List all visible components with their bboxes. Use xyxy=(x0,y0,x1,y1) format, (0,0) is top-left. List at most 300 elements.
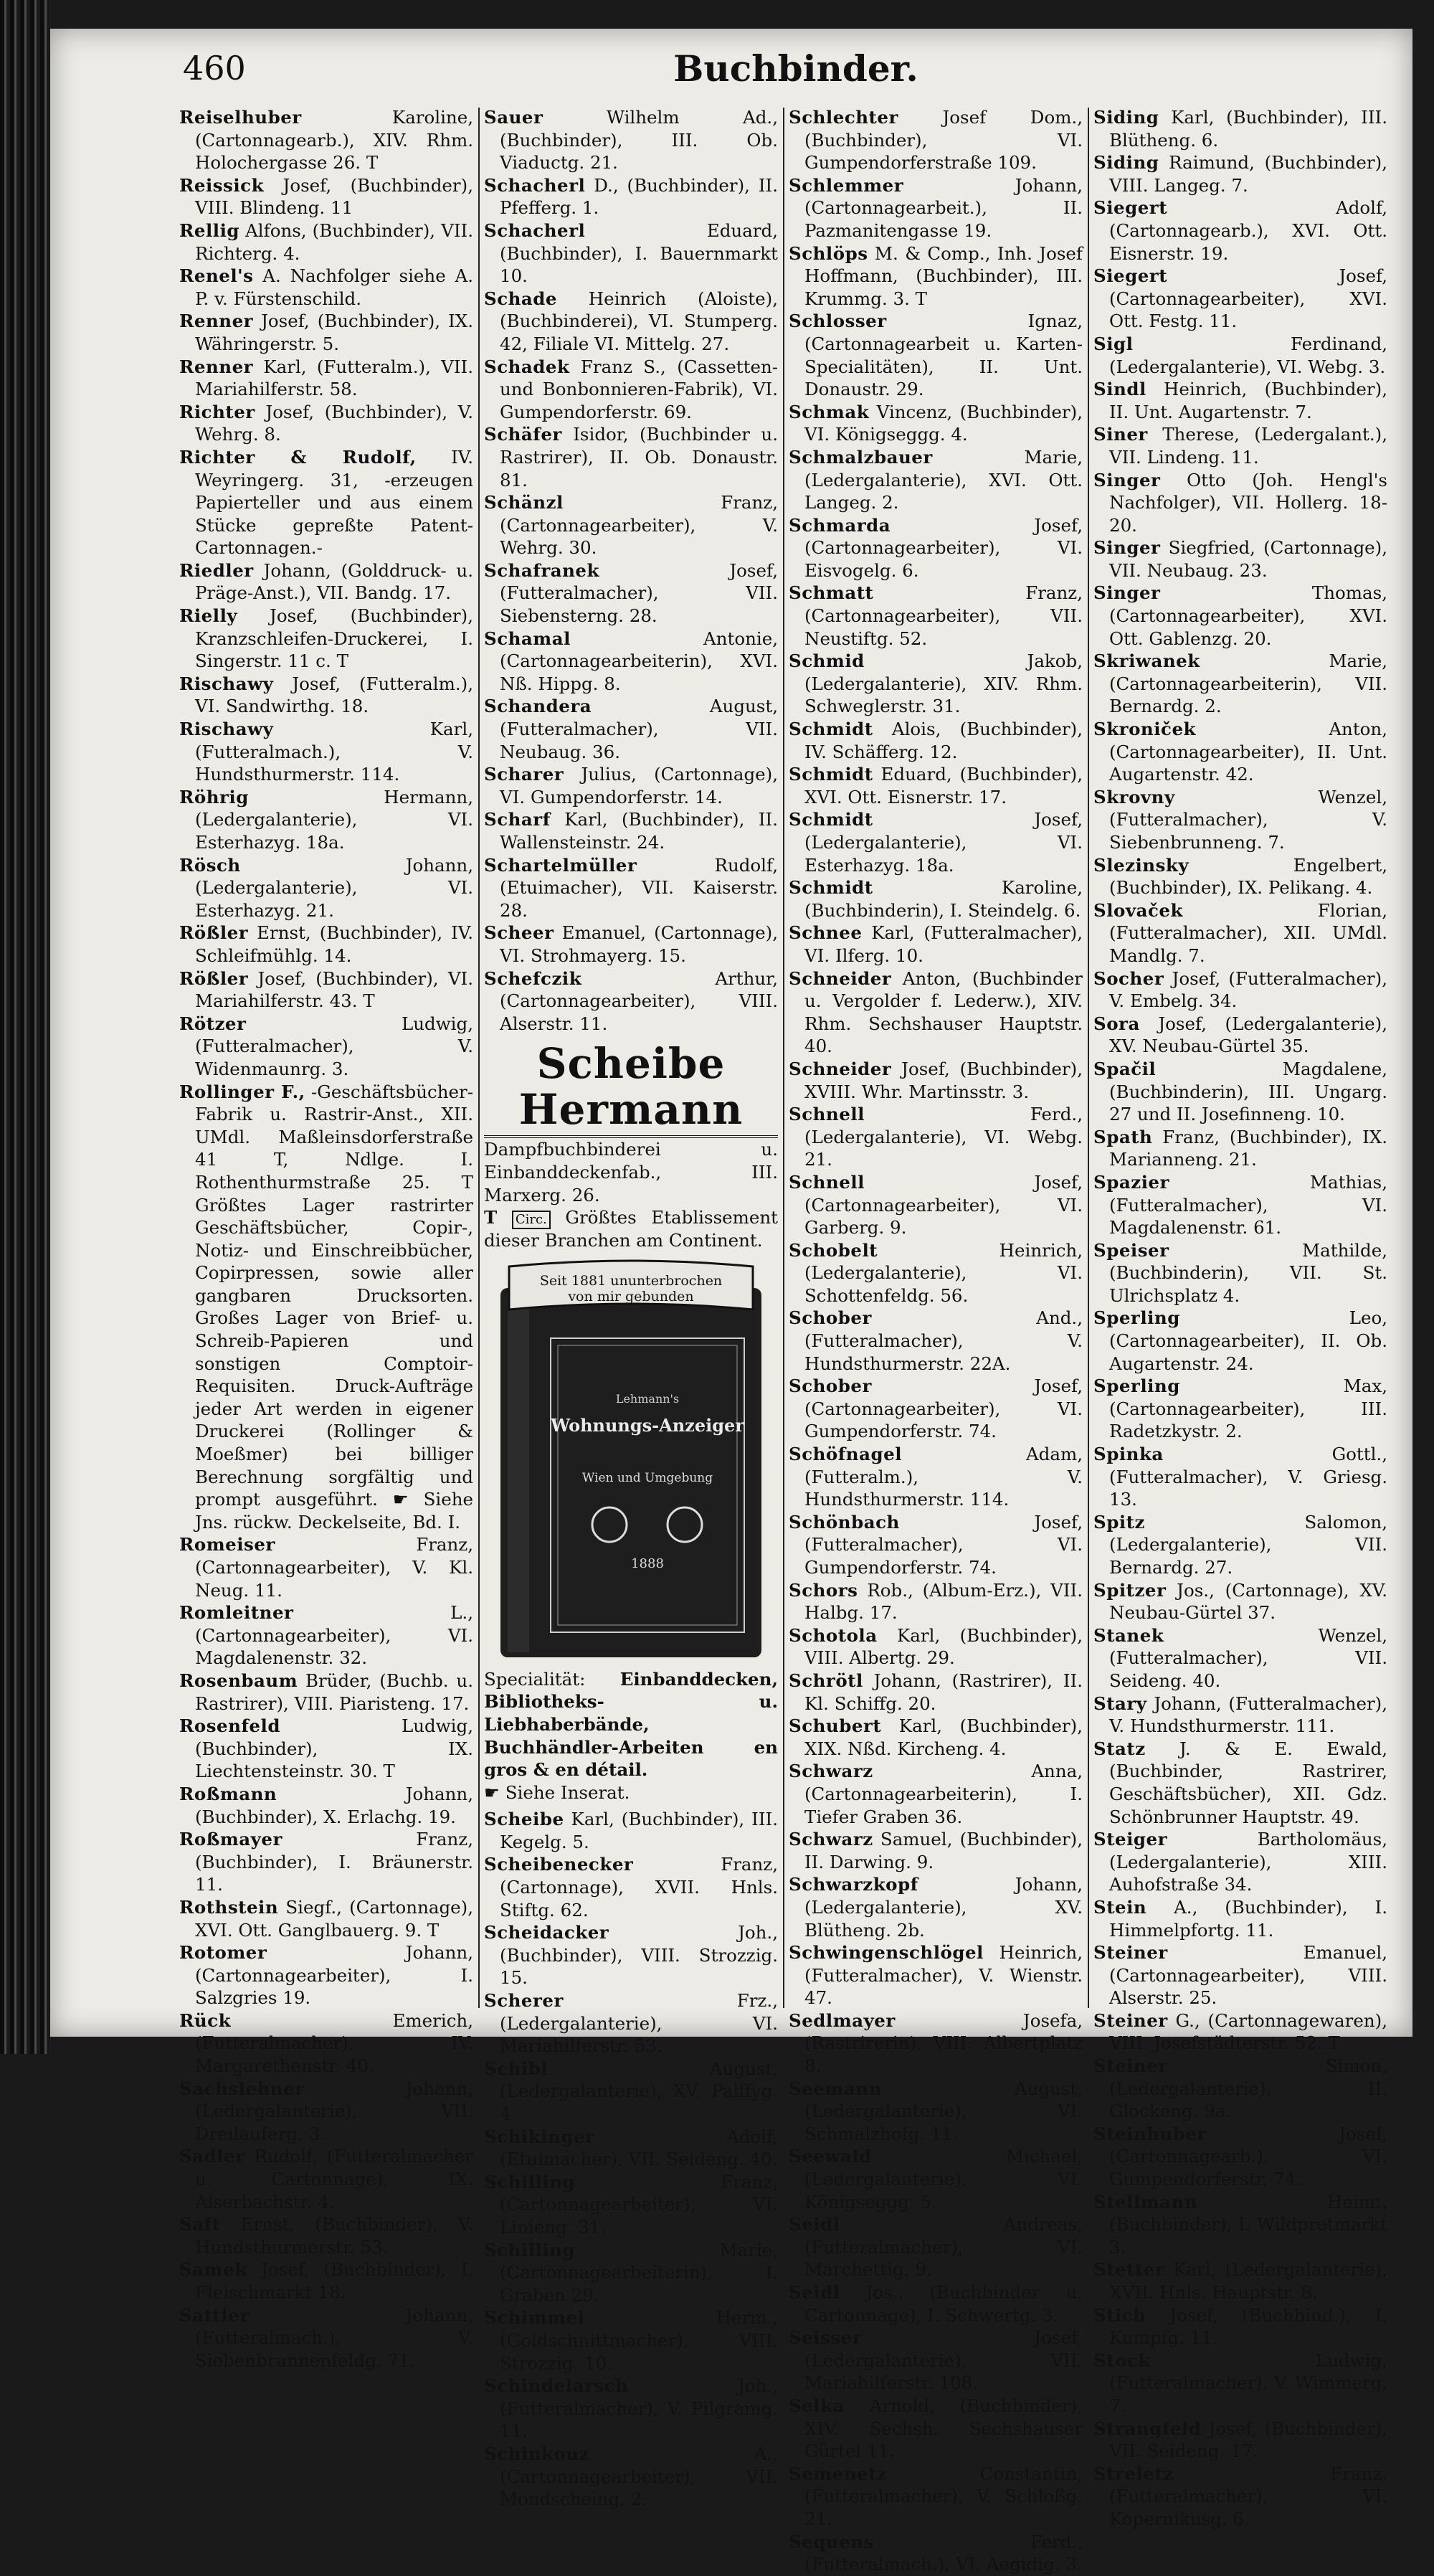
entry-details: Josef, (Ledergalanterie), VI. Esterhazyg. 18a. xyxy=(804,809,1083,876)
entry-details: Adolf, (Etuimacher), VII. Seideng. 40. xyxy=(500,2126,778,2170)
column-2-top-entries xyxy=(484,106,778,1035)
directory-entry xyxy=(1093,469,1387,537)
directory-entry xyxy=(484,967,778,1036)
entry-details: Alois, (Buchbinder), IV. Schäfferg. 12. xyxy=(804,719,1083,762)
entry-name: Seidl xyxy=(789,2214,840,2235)
directory-entry xyxy=(789,106,1083,174)
entry-name: Siding xyxy=(1093,152,1159,174)
directory-entry xyxy=(179,106,473,174)
directory-entry xyxy=(789,582,1083,650)
entry-name: Schänzl xyxy=(484,492,564,513)
directory-entry xyxy=(789,2145,1083,2213)
entry-details: Raimund, (Buchbinder), VIII. Langeg. 7. xyxy=(1109,152,1387,196)
entry-name: Sattler xyxy=(179,2304,250,2326)
directory-entry xyxy=(179,1533,473,1601)
directory-entry xyxy=(789,650,1083,718)
directory-entry xyxy=(789,876,1083,922)
entry-name: Schafranek xyxy=(484,559,599,581)
directory-entry xyxy=(179,967,473,1013)
entry-details: Gottl., (Futteralmacher), V. Griesg. 13. xyxy=(1109,1444,1387,1510)
entry-details: Ludwig, (Buchbinder), IX. Liechtensteinstr. 30. T xyxy=(195,1715,473,1782)
book-title-small: Lehmann's xyxy=(615,1391,680,1406)
entry-name: Roßmayer xyxy=(179,1829,282,1850)
entry-name: Rück xyxy=(179,2009,232,2031)
directory-entry xyxy=(1093,786,1387,854)
entry-name: Singer xyxy=(1093,469,1161,491)
directory-entry xyxy=(179,605,473,673)
entry-details: Heinrich, (Futteralmacher), V. Wienstr. 47. xyxy=(804,1942,1083,2009)
entry-details: Florian, (Futteralmacher), XII. UMdl. Mandlg. 7. xyxy=(1109,899,1387,966)
directory-entry xyxy=(1093,1126,1387,1171)
entry-details: Josef, (Buchbinder), XVIII. Whr. Martinsstr. 3. xyxy=(804,1058,1083,1102)
entry-name: Rößler xyxy=(179,967,249,989)
directory-entry xyxy=(484,356,778,424)
entry-details: Heinrich, (Ledergalanterie), VI. Schottenfeldg. 56. xyxy=(804,1239,1083,1306)
entry-details: Mathias, (Futteralmacher), VI. Magdalenenstr. 61. xyxy=(1109,1171,1387,1239)
entry-name: Seewald xyxy=(789,2146,872,2167)
entry-details: Karl, (Futteralmacher), VI. Ilferg. 10. xyxy=(804,922,1083,966)
entry-details: Ernst, (Buchbinder), V. Hundsthurmerstr. 53. xyxy=(195,2214,473,2258)
entry-details: Josef, (Cartonnagearbeiter), VI. Gumpendorferstr. 74. xyxy=(804,1375,1083,1442)
directory-entry xyxy=(1093,718,1387,786)
entry-name: Röhrig xyxy=(179,786,249,808)
entry-details: Johann, (Cartonnagearbeiter), I. Salzgries 19. xyxy=(195,1942,473,2009)
book-year: 1888 xyxy=(631,1555,664,1571)
entry-name: Steiner xyxy=(1093,2009,1168,2031)
entry-details: Josef, (Buchbinder), VI. Mariahilferstr. 43. T xyxy=(195,967,473,1012)
entry-details: Karl, (Buchbinder), III. Blütheng. 6. xyxy=(1109,107,1387,151)
entry-name: Renner xyxy=(179,311,254,332)
entry-details: Franz, (Cartonnagearbeiter), V. Wehrg. 30. xyxy=(500,492,778,559)
directory-entry xyxy=(1093,1941,1387,2009)
entry-name: Schwarz xyxy=(789,1829,873,1850)
entry-details: A., (Cartonnagearbeiter), VII. Mondscheing. 2. xyxy=(500,2443,778,2510)
entry-details: IV. Weyringerg. 31, -erzeugen Papierteller und aus einem Stücke gepreßte Patent-Cartonnagen.- xyxy=(195,446,473,559)
entry-details: Frz., (Ledergalanterie), VI. Mariahilferstr. 53. xyxy=(500,1990,778,2057)
entry-name: Skriwanek xyxy=(1093,650,1200,672)
entry-name: Schotola xyxy=(789,1624,878,1646)
entry-name: Schlosser xyxy=(789,311,887,332)
entry-details: Antonie, (Cartonnagearbeiterin), XVI. Nß. Hippg. 8. xyxy=(500,628,778,694)
entry-name: Schacherl xyxy=(484,174,586,196)
directory-entry xyxy=(179,559,473,605)
directory-entry xyxy=(1093,1624,1387,1692)
directory-entry xyxy=(484,2126,778,2171)
directory-entry xyxy=(789,401,1083,446)
directory-entry xyxy=(1093,2349,1387,2418)
entry-details: Jakob, (Ledergalanterie), XIV. Rhm. Schweglerstr. 31. xyxy=(804,650,1083,717)
entry-details: M. & Comp., Inh. Josef Hoffmann, (Buchbinder), III. Krummg. 3. T xyxy=(804,242,1083,309)
directory-entry xyxy=(789,2531,1083,2576)
entry-details: Franz S., (Cassetten- und Bonbonnieren-Fabrik), VI. Gumpendorferstr. 69. xyxy=(500,356,778,422)
directory-entry xyxy=(789,1624,1083,1670)
directory-entry xyxy=(789,1375,1083,1443)
entry-details: Samuel, (Buchbinder), II. Darwing. 9. xyxy=(804,1829,1083,1872)
entry-name: Steiner xyxy=(1093,1942,1168,1964)
entry-name: Schadek xyxy=(484,356,570,377)
entry-details: Karl, (Buchbinder), XIX. Nßd. Kircheng. 4. xyxy=(804,1715,1083,1759)
directory-entry xyxy=(484,1853,778,1921)
entry-name: Spitz xyxy=(1093,1511,1145,1533)
entry-name: Skroniček xyxy=(1093,719,1197,740)
directory-entry xyxy=(179,1783,473,1828)
entry-details: Josef, (Cartonnagearb.), VI. Gumpendorferstr. 74. xyxy=(1109,2123,1387,2190)
entry-details: Franz, (Cartonnagearbeiter), V. Kl. Neug. 11. xyxy=(195,1534,473,1601)
entry-name: Sauer xyxy=(484,107,543,128)
entry-details: Karl, (Futteralm.), VII. Mariahilferstr. 58. xyxy=(195,356,473,400)
ad-circ-box: Circ. xyxy=(512,1211,551,1229)
entry-details: G., (Cartonnagewaren), VIII. Josefstädterstr. 52. T xyxy=(1109,2009,1387,2054)
entry-name: Rötzer xyxy=(179,1013,247,1034)
entry-details: Arthur, (Cartonnagearbeiter), VIII. Alserstr. 11. xyxy=(500,967,778,1034)
entry-details: Karl, (Buchbinder), III. Kegelg. 5. xyxy=(500,1809,778,1852)
entry-name: Schnee xyxy=(789,922,863,944)
entry-details: Constantin, (Futteralmacher), V. Schloßg. 21. xyxy=(804,2463,1083,2529)
directory-entry xyxy=(789,763,1083,808)
directory-entry xyxy=(1093,196,1387,265)
entry-name: Schefczik xyxy=(484,967,582,989)
entry-details: Josef, (Cartonnagearbeiter), VI. Eisvogelg. 6. xyxy=(804,514,1083,581)
entry-details: Franz, (Futteralmacher), VI. Kopernikusg. 6. xyxy=(1109,2463,1387,2529)
book-title: Wohnungs-Anzeiger xyxy=(551,1414,744,1436)
directory-entry xyxy=(1093,1058,1387,1126)
entry-details: Josef, (Futteralmacher), V. Embelg. 34. xyxy=(1109,967,1387,1012)
entry-details: Siegf., (Cartonnage), XVI. Ott. Ganglbauerg. 9. T xyxy=(195,1896,473,1941)
entry-details: Jos., (Cartonnage), XV. Neubau-Gürtel 37. xyxy=(1109,1579,1387,1624)
directory-entry xyxy=(789,1760,1083,1828)
entry-name: Slovaček xyxy=(1093,899,1183,921)
entry-name: Schors xyxy=(789,1579,858,1601)
entry-name: Romleitner xyxy=(179,1602,294,1624)
entry-name: Sadler xyxy=(179,2146,245,2167)
directory-entry xyxy=(789,1715,1083,1760)
directory-entry xyxy=(789,808,1083,876)
entry-name: Stanek xyxy=(1093,1624,1164,1646)
entry-name: Schacherl xyxy=(484,219,586,241)
directory-entry xyxy=(789,1941,1083,2009)
entry-details: Josef, (Cartonnagearbeiter), XVI. Ott. Festg. 11. xyxy=(1109,265,1387,332)
entry-name: Schober xyxy=(789,1307,872,1329)
entry-details: Magdalene, (Buchbinderin), III. Ungarg. 27 und II. Josefinneng. 10. xyxy=(1109,1058,1387,1125)
entry-name: Schmak xyxy=(789,401,870,422)
directory-entry xyxy=(1093,1375,1387,1443)
entry-name: Slezinsky xyxy=(1093,854,1190,876)
entry-name: Scharf xyxy=(484,809,551,830)
entry-name: Siner xyxy=(1093,424,1148,445)
entry-name: Rotomer xyxy=(179,1942,267,1964)
directory-entry xyxy=(484,808,778,853)
entry-details: Simon, (Ledergalanterie), II. Glockeng. 9a. xyxy=(1109,2055,1387,2122)
entry-details: Mathilde, (Buchbinderin), VII. St. Ulrichsplatz 4. xyxy=(1109,1239,1387,1306)
directory-entry xyxy=(1093,333,1387,378)
directory-entry xyxy=(484,106,778,174)
entry-details: Bartholomäus, (Ledergalanterie), XIII. Auhofstraße 34. xyxy=(1109,1829,1387,1895)
directory-entry xyxy=(179,2145,473,2213)
entry-details: August, (Futteralmacher), VII. Neubaug. 36. xyxy=(500,696,778,762)
directory-entry xyxy=(789,1670,1083,1715)
entry-name: Schmid xyxy=(789,650,865,672)
entry-name: Rielly xyxy=(179,605,238,627)
entry-details: Max, (Cartonnagearbeiter), III. Radetzkystr. 2. xyxy=(1109,1375,1387,1442)
entry-details: Johann, (Rastrirer), II. Kl. Schiffg. 20. xyxy=(804,1670,1083,1714)
entry-name: Steiger xyxy=(1093,1829,1168,1850)
entry-details: Josef, (Ledergalanterie), VII. Mariahilferstr. 108. xyxy=(804,2327,1083,2394)
book-subtitle: Wien und Umgebung xyxy=(581,1470,713,1485)
book-illustration xyxy=(495,1259,767,1661)
entry-name: Steinhuber xyxy=(1093,2123,1207,2144)
directory-entry xyxy=(484,1989,778,2058)
entry-details: Franz, (Cartonnagearbeiter), VI. Linieng. 31. xyxy=(500,2171,778,2238)
entry-name: Schönbach xyxy=(789,1511,900,1533)
directory-entry xyxy=(789,2213,1083,2281)
directory-entry xyxy=(1093,2055,1387,2123)
directory-entry xyxy=(789,2326,1083,2395)
entry-details: Franz, (Cartonnagearbeiter), VII. Neustiftg. 52. xyxy=(804,582,1083,649)
entry-name: Schäfer xyxy=(484,424,562,445)
entry-name: Skrovny xyxy=(1093,786,1175,808)
directory-entry xyxy=(179,2304,473,2372)
entry-name: Schlechter xyxy=(789,107,898,128)
entry-details: Josef, (Buchbinder), Kranzschleifen-Druckerei, I. Singerstr. 11 c. T xyxy=(195,605,473,672)
directory-entry xyxy=(179,2258,473,2303)
ad-speciality-lead: Specialität: xyxy=(484,1668,586,1690)
entry-name: Schilling xyxy=(484,2239,576,2260)
entry-details: Josef, (Buchbinder), IX. Währingerstr. 5. xyxy=(195,311,473,354)
directory-entry xyxy=(789,1828,1083,1873)
directory-entry xyxy=(1093,1171,1387,1239)
entry-name: Richter xyxy=(179,401,255,422)
entry-details: Karl, (Ledergalanterie), XVII. Hnls. Hauptstr. 8. xyxy=(1109,2259,1387,2303)
entry-details: Heinrich (Aloiste), (Buchbinderei), VI. Stumperg. 42, Filiale VI. Mittelg. 27. xyxy=(500,288,778,354)
entry-details: D., (Buchbinder), II. Pfefferg. 1. xyxy=(500,174,778,219)
entry-details: Eduard, (Buchbinder), XVI. Ott. Eisnerstr. 17. xyxy=(804,764,1083,808)
directory-entry xyxy=(1093,1307,1387,1375)
ad-claim: Größtes Etablissement dieser Branchen am Continent. xyxy=(484,1207,778,1251)
entry-details: Otto (Joh. Hengl's Nachfolger), VII. Hollerg. 18-20. xyxy=(1109,469,1387,536)
entry-name: Schobelt xyxy=(789,1239,878,1261)
directory-entry xyxy=(789,446,1083,514)
entry-name: Schöfnagel xyxy=(789,1444,903,1465)
entry-name: Rothstein xyxy=(179,1896,279,1918)
directory-entry xyxy=(484,2239,778,2307)
column-rule xyxy=(478,108,480,2008)
entry-details: Heinrich, (Buchbinder), II. Unt. Augartenstr. 7. xyxy=(1109,379,1387,422)
entry-details: And., (Futteralmacher), V. Hundsthurmerstr. 22A. xyxy=(804,1307,1083,1374)
directory-entry xyxy=(789,2078,1083,2146)
telephone-mark: T xyxy=(484,1207,498,1228)
entry-name: Spitzer xyxy=(1093,1579,1167,1601)
entry-details: Josef, (Buchbinder), I. Fleischmarkt 18. xyxy=(195,2259,473,2303)
ad-reference: ☛ Siehe Inserat. xyxy=(484,1781,630,1803)
entry-details: Isidor, (Buchbinder u. Rastrirer), II. Ob. Donaustr. 81. xyxy=(500,424,778,491)
ad-address: Dampfbuchbinderei u. Einbanddeckenfab., III. Marxerg. 26. xyxy=(484,1139,778,1206)
advertisement xyxy=(484,1041,778,1804)
entry-name: Schwingenschlögel xyxy=(789,1942,984,1964)
directory-entry xyxy=(1093,1443,1387,1511)
running-head: Buchbinder. xyxy=(673,47,918,90)
entry-name: Richter & Rudolf, xyxy=(179,446,417,468)
entry-name: Siegert xyxy=(1093,265,1168,287)
entry-name: Singer xyxy=(1093,582,1161,604)
ad-claim-line xyxy=(484,1206,778,1252)
entry-details: Josef, (Buchbinder), VII. Seideng. 17. xyxy=(1109,2418,1387,2462)
directory-entry xyxy=(1093,2009,1387,2055)
entry-details: Karoline, (Cartonnagearb.), XIV. Rhm. Holochergasse 26. T xyxy=(195,107,473,174)
entry-name: Rollinger F., xyxy=(179,1081,305,1102)
directory-entry xyxy=(1093,378,1387,423)
entry-details: Johann, (Futteralmach.), V. Siebenbrunnenfeldg. 71. xyxy=(195,2304,473,2371)
entry-details: Rudolf, (Etuimacher), VII. Kaiserstr. 28. xyxy=(500,854,778,921)
directory-entry xyxy=(179,854,473,922)
entry-name: Stary xyxy=(1093,1692,1147,1714)
directory-entry xyxy=(484,2443,778,2511)
entry-name: Schmidt xyxy=(789,719,873,740)
directory-entry xyxy=(789,1058,1083,1103)
entry-details: Johann, (Ledergalanterie), XV. Blütheng. 2b. xyxy=(804,1874,1083,1941)
directory-entry xyxy=(789,1511,1083,1579)
entry-name: Rischawy xyxy=(179,673,274,694)
directory-entry xyxy=(179,673,473,718)
directory-entry xyxy=(1093,1692,1387,1738)
entry-details: Herm., (Goldschnittmacher), VIII. Strozzig. 10. xyxy=(500,2307,778,2374)
entry-name: Seidl xyxy=(789,2282,840,2303)
entry-name: Sequens xyxy=(789,2531,874,2552)
entry-details: Alfons, (Buchbinder), VII. Richterg. 4. xyxy=(195,219,473,264)
directory-entry xyxy=(789,1307,1083,1375)
entry-details: Anton, (Buchbinder u. Vergolder f. Lederw.), XIV. Rhm. Sechshauser Hauptstr. 40. xyxy=(804,967,1083,1057)
entry-details: Jos., (Buchbinder u. Cartonnage), I. Schwertg. 3. xyxy=(804,2282,1083,2326)
entry-details: August, (Ledergalanterie), XV. Palffyg. 4 xyxy=(500,2058,778,2124)
entry-details: Rob., (Album-Erz.), VII. Halbg. 17. xyxy=(804,1579,1083,1624)
column-3 xyxy=(789,106,1083,2575)
directory-entry xyxy=(179,922,473,967)
directory-entry xyxy=(789,1873,1083,1941)
entry-name: Spinka xyxy=(1093,1444,1164,1465)
entry-name: Socher xyxy=(1093,967,1164,989)
entry-details: Joh., (Buchbinder), VIII. Strozzig. 15. xyxy=(500,1922,778,1989)
entry-name: Sigl xyxy=(1093,333,1134,354)
entry-name: Schmidt xyxy=(789,877,873,899)
directory-entry xyxy=(179,356,473,401)
entry-name: Sedlmayer xyxy=(789,2009,896,2031)
directory-entry xyxy=(179,310,473,355)
column-2-bottom-entries xyxy=(484,1808,778,2510)
directory-entry xyxy=(179,1828,473,1896)
directory-entry xyxy=(484,922,778,967)
entry-name: Schubert xyxy=(789,1715,882,1737)
directory-entry xyxy=(789,310,1083,400)
entry-details: Johann, (Cartonnagearbeit.), II. Pazmanitengasse 19. xyxy=(804,174,1083,241)
directory-entry xyxy=(179,1896,473,1941)
entry-details: Ferdinand, (Ledergalanterie), VI. Webg. 3. xyxy=(1109,333,1387,377)
entry-details: Josef Dom., (Buchbinder), VI. Gumpendorferstraße 109. xyxy=(804,107,1083,174)
directory-entry xyxy=(789,242,1083,311)
entry-name: Schinkouz xyxy=(484,2443,590,2464)
entry-details: Anton, (Cartonnagearbeiter), II. Unt. Augartenstr. 42. xyxy=(1109,719,1387,785)
ad-speciality-items: Einbanddecken, Bibliotheks- u. Liebhaberbände, Buchhändler-Arbeiten en gros & en détail. xyxy=(484,1668,778,1781)
column-1 xyxy=(179,106,474,2371)
directory-entry xyxy=(1093,2463,1387,2531)
directory-entry xyxy=(179,1670,473,1715)
entry-name: Rosenfeld xyxy=(179,1715,280,1737)
entry-name: Schober xyxy=(789,1375,872,1397)
entry-details: Marie, (Ledergalanterie), XVI. Ott. Langeg. 2. xyxy=(804,446,1083,513)
entry-name: Spath xyxy=(1093,1126,1153,1147)
directory-entry xyxy=(484,628,778,696)
entry-details: Karl, (Buchbinder), II. Wallensteinstr. 24. xyxy=(500,809,778,853)
entry-name: Rösch xyxy=(179,854,241,876)
directory-entry xyxy=(1093,1511,1387,1579)
entry-name: Saft xyxy=(179,2214,221,2235)
entry-name: Schartelmüller xyxy=(484,854,637,876)
entry-details: Josef, (Cartonnagearbeiter), VI. Garberg. 9. xyxy=(804,1171,1083,1239)
directory-entry xyxy=(1093,2418,1387,2463)
entry-details: Karoline, (Buchbinderin), I. Steindelg. 6. xyxy=(804,877,1083,921)
directory-entry xyxy=(1093,2123,1387,2191)
entry-name: Spačil xyxy=(1093,1058,1157,1079)
directory-entry xyxy=(1093,854,1387,899)
entry-details: Emanuel, (Cartonnagearbeiter), VIII. Alserstr. 25. xyxy=(1109,1942,1387,2009)
entry-name: Schrötl xyxy=(789,1670,863,1691)
directory-entry xyxy=(1093,2258,1387,2303)
directory-entry xyxy=(179,1715,473,1783)
entry-details: Josef, (Buchbinder), VIII. Blindeng. 11 xyxy=(195,174,473,219)
entry-name: Sachslehner xyxy=(179,2078,305,2099)
directory-entry xyxy=(789,1239,1083,1307)
entry-details: Josef, (Futteralm.), VI. Sandwirthg. 18. xyxy=(195,673,473,717)
entry-name: Stock xyxy=(1093,2349,1151,2371)
directory-entry xyxy=(179,2078,473,2146)
entry-details: Wenzel, (Futteralmacher), V. Siebenbrunneng. 7. xyxy=(1109,786,1387,853)
directory-entry xyxy=(789,1579,1083,1624)
entry-name: Schade xyxy=(484,288,558,309)
entry-name: Schandera xyxy=(484,696,592,717)
entry-name: Rosenbaum xyxy=(179,1670,298,1691)
directory-entry xyxy=(789,718,1083,763)
entry-details: Siegfried, (Cartonnage), VII. Neubaug. 23. xyxy=(1109,537,1387,581)
directory-entry xyxy=(1093,423,1387,468)
entry-name: Rischawy xyxy=(179,719,274,740)
entry-name: Renel's xyxy=(179,265,254,287)
directory-entry xyxy=(789,2395,1083,2463)
entry-name: Schilling xyxy=(484,2171,576,2192)
entry-details: Julius, (Cartonnage), VI. Gumpendorferstr. 14. xyxy=(500,764,778,808)
entry-name: Stetter xyxy=(1093,2259,1165,2281)
directory-entry xyxy=(179,786,473,854)
entry-name: Schimmel xyxy=(484,2307,585,2329)
directory-entry xyxy=(484,288,778,356)
entry-name: Romeiser xyxy=(179,1534,275,1555)
entry-details: Marie, (Cartonnagearbeiterin), I. Graben 29. xyxy=(500,2239,778,2306)
directory-entry xyxy=(484,174,778,219)
entry-details: Wenzel, (Futteralmacher), VII. Seideng. 40. xyxy=(1109,1624,1387,1691)
entry-name: Samek xyxy=(179,2259,247,2281)
entry-details: Michael, (Ledergalanterie), VI. Königseggg. 5. xyxy=(804,2146,1083,2212)
entry-name: Schibl xyxy=(484,2058,549,2079)
directory-page xyxy=(50,29,1412,2575)
entry-details: -Geschäftsbücher-Fabrik u. Rastrir-Anst., XII. UMdl. Maßleinsdorferstraße 41 T, Ndlge. I. Rothenthurmstraße 25. T Größtes Lager rastrirter Geschäftsbücher, Copir-, Notiz- und Einschreibbücher, Copirpressen, sowie aller gangbaren Drucksorten. Großes Lager von Brief- u. Schreib-Papieren und sonstigen Comptoir-Requisiten. Druck-Aufträge jeder Art werden in eigener Druckerei (Rollinger & Moeßmer) bei billiger Berechnung sorgfältig und prompt ausgeführt. ☛ Siehe Jns. rückw. Deckelseite, Bd. I. xyxy=(195,1081,473,1533)
directory-entry xyxy=(1093,1013,1387,1058)
entry-name: Schmidt xyxy=(789,764,873,785)
entry-details: L., (Cartonnagearbeiter), VI. Magdalenenstr. 32. xyxy=(195,1602,473,1669)
entry-details: Josef, (Futteralmacher), VI. Gumpendorferstr. 74. xyxy=(804,1511,1083,1578)
entry-name: Steiner xyxy=(1093,2055,1168,2077)
entry-name: Sora xyxy=(1093,1013,1140,1034)
directory-entry xyxy=(484,2306,778,2374)
directory-entry xyxy=(179,2009,473,2078)
entry-name: Sperling xyxy=(1093,1375,1180,1397)
entry-details: Johann, (Ledergalanterie), VI. Esterhazyg. 21. xyxy=(195,854,473,921)
